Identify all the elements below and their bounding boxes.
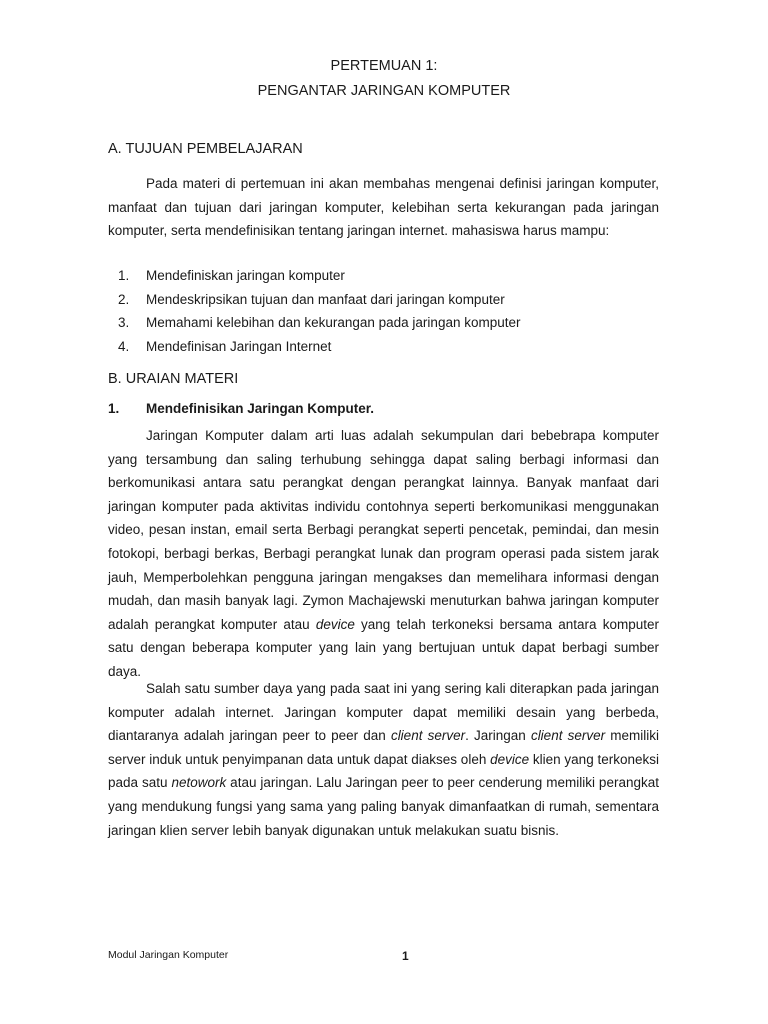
objective-text: Mendefinisan Jaringan Internet xyxy=(146,338,332,354)
subsection-number: 1. xyxy=(108,401,120,416)
italic-term: device xyxy=(315,616,355,632)
footer-module-name: Modul Jaringan Komputer xyxy=(108,949,229,961)
objective-text: Memahami kelebihan dan kekurangan pada jaringan komputer xyxy=(146,315,521,330)
objective-text: Mendeskripsikan tujuan dan manfaat dari jaringan komputer xyxy=(146,291,505,307)
objective-item xyxy=(108,264,659,288)
objective-text: Mendefiniskan jaringan komputer xyxy=(146,268,345,283)
subsection-title: Mendefinisikan Jaringan Komputer. xyxy=(146,401,375,416)
objective-number: 3. xyxy=(118,315,130,330)
italic-term: client server xyxy=(390,728,466,744)
objective-item xyxy=(108,311,659,335)
page-number: 1 xyxy=(402,949,409,963)
italic-term: client server xyxy=(530,728,606,744)
objective-number: 4. xyxy=(118,338,130,354)
body-paragraph-2: Salah satu sumber daya yang pada saat ini yang sering kali diterapkan pada jaringan komputer adalah internet. Jaringan komputer dapat memiliki desain yang berbeda, diantaranya adalah jaringan peer to peer dan client server. Jaringan client server memiliki server induk untuk penyimpanan data untuk dapat diakses oleh device klien yang terkoneksi pada satu netowork atau jaringan. Lalu Jaringan peer to peer cenderung memiliki perangkat yang mendukung fungsi yang sama yang paling banyak dimanfaatkan di rumah, sementara jaringan klien server lebih banyak digunakan untuk melakukan suatu bisnis. xyxy=(108,681,659,838)
objective-number: 1. xyxy=(118,268,130,283)
objective-number: 2. xyxy=(118,291,130,307)
meeting-number-title: PERTEMUAN 1: xyxy=(330,58,438,74)
italic-term: device xyxy=(490,751,530,767)
section-a-intro: Pada materi di pertemuan ini akan membahas mengenai definisi jaringan komputer, manfaat dan tujuan dari jaringan komputer, kelebihan serta kekurangan pada jaringan komputer, serta mendefinisikan tentang jaringan internet. mahasiswa harus mampu: xyxy=(108,176,659,239)
body-paragraph-1: Jaringan Komputer dalam arti luas adalah sekumpulan dari bebebrapa komputer yang tersambung dan saling terhubung sehingga dapat saling berbagi informasi dan berkomunikasi antara satu perangkat dengan perangkat lainnya. Banyak manfaat dari jaringan komputer pada aktivitas individu contohnya seperti berkomunikasi menggunakan video, pesan instan, email serta Berbagi perangkat seperti pencetak, pemindai, dan mesin fotokopi, berbagi berkas, Berbagi perangkat lunak dan program operasi pada sistem jarak jauh, Memperbolehkan pengguna jaringan mengakses dan memelihara informasi dengan mudah, dan masih banyak lagi. Zymon Machajewski menuturkan bahwa jaringan komputer adalah perangkat komputer atau device yang telah terkoneksi bersama antara komputer satu dengan beberapa komputer yang lain yang bertujuan untuk dapat berbagi sumber daya. xyxy=(108,428,659,679)
section-b-heading: B. URAIAN MATERI xyxy=(108,371,239,387)
italic-term: netowork xyxy=(171,775,227,791)
section-a-heading: A. TUJUAN PEMBELAJARAN xyxy=(108,141,303,157)
chapter-title: PENGANTAR JARINGAN KOMPUTER xyxy=(257,83,511,99)
objective-item xyxy=(108,288,659,312)
objectives-list xyxy=(108,264,659,358)
objective-item xyxy=(108,335,659,359)
